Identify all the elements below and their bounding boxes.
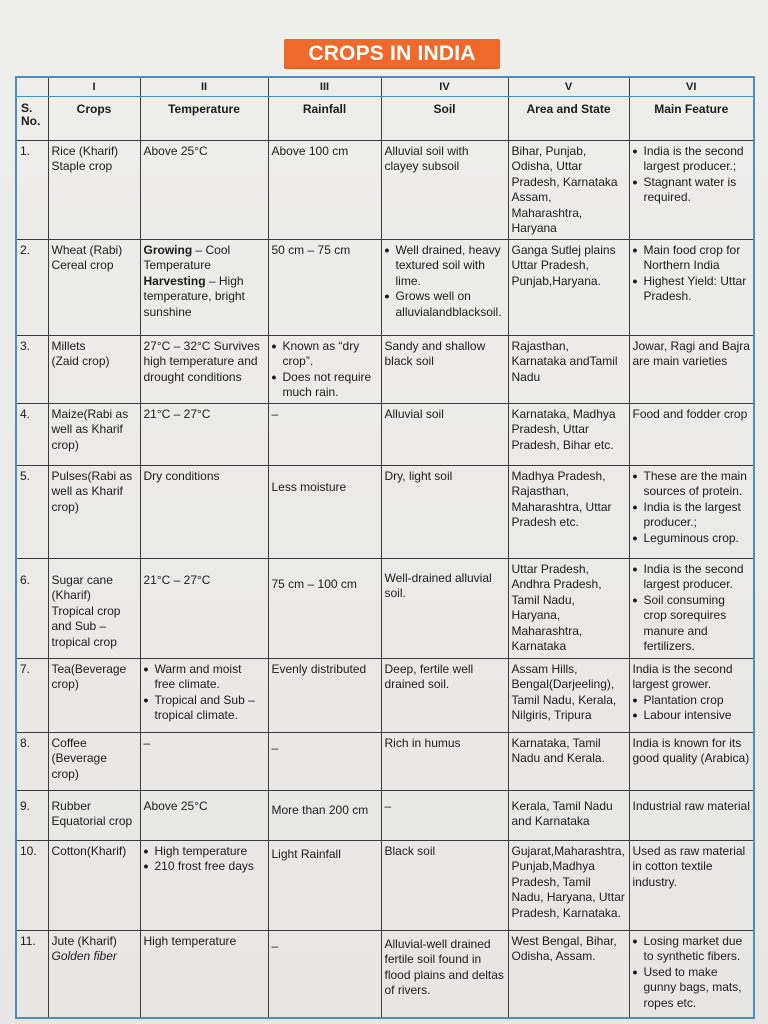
soil-cell: Rich in humus xyxy=(381,732,508,790)
crop-cell xyxy=(48,790,140,840)
header-feature: Main Feature xyxy=(629,96,754,140)
roman-numeral: VI xyxy=(629,77,754,96)
row-number: 2. xyxy=(16,239,48,335)
crop-name: Wheat (Rabi) xyxy=(51,242,123,257)
temperature-cell: 21°C – 27°C xyxy=(140,403,268,465)
rainfall-cell: Less moisture xyxy=(268,465,381,558)
soil-cell: Sandy and shallow black soil xyxy=(381,335,508,403)
roman-blank xyxy=(16,77,48,96)
table-row xyxy=(16,732,754,790)
feature-cell xyxy=(629,930,754,1018)
area-cell: Uttar Pradesh, Andhra Pradesh, Tamil Nadu, Haryana, Maharashtra, Karnataka xyxy=(508,558,629,658)
temperature-cell xyxy=(140,239,268,335)
table-row xyxy=(16,790,754,840)
temperature-cell xyxy=(140,840,268,930)
crop-cell xyxy=(48,558,140,658)
feature-bullet: • Highest Yield: Uttar Pradesh. xyxy=(633,274,751,305)
area-cell: Karnataka, Madhya Pradesh, Uttar Pradesh, Bihar etc. xyxy=(508,403,629,465)
feature-bullet: • Losing market due to synthetic fibers. xyxy=(633,934,751,965)
row-number: 4. xyxy=(16,403,48,465)
rainfall-cell xyxy=(268,335,381,403)
crop-name: Sugar cane (Kharif) xyxy=(51,572,113,602)
area-cell: Karnataka, Tamil Nadu and Kerala. xyxy=(508,732,629,790)
feature-bullet: • Plantation crop xyxy=(633,693,751,709)
header-rainfall: Rainfall xyxy=(268,96,381,140)
row-number: 8. xyxy=(16,732,48,790)
table-row xyxy=(16,140,754,239)
roman-header-row xyxy=(16,77,754,96)
temperature-cell: 27°C – 32°C Survives high temperature and drought conditions xyxy=(140,335,268,403)
feature-bullet: • These are the main sources of protein. xyxy=(633,469,751,500)
rainfall-cell: Evenly distributed xyxy=(268,658,381,732)
feature-cell xyxy=(629,658,754,732)
temperature-cell: Above 25°C xyxy=(140,790,268,840)
soil-cell: Alluvial soil with clayey subsoil xyxy=(381,140,508,239)
table-row xyxy=(16,930,754,1018)
soil-cell xyxy=(381,239,508,335)
roman-numeral: II xyxy=(140,77,268,96)
soil-cell: Deep, fertile well drained soil. xyxy=(381,658,508,732)
harvesting-text: – High temperature, bright sunshine xyxy=(143,273,245,319)
feature-bullet: • Leguminous crop. xyxy=(633,531,751,547)
feature-cell: Used as raw material in cotton textile industry. xyxy=(629,840,754,930)
feature-text: India is the second largest grower. xyxy=(632,661,733,691)
row-number: 11. xyxy=(16,930,48,1018)
crop-type: Golden fiber xyxy=(51,949,117,963)
rainfall-cell: – xyxy=(268,930,381,1018)
soil-cell: Well-drained alluvial soil. xyxy=(381,558,508,658)
roman-numeral: III xyxy=(268,77,381,96)
feature-cell xyxy=(629,558,754,658)
column-header-row xyxy=(16,96,754,140)
table-row xyxy=(16,239,754,335)
rainfall-cell: – xyxy=(268,403,381,465)
feature-cell: India is known for its good quality (Arabica) xyxy=(629,732,754,790)
table-row xyxy=(16,465,754,558)
row-number: 1. xyxy=(16,140,48,239)
area-cell: Ganga Sutlej plains Uttar Pradesh, Punjab,Haryana. xyxy=(508,239,629,335)
feature-bullet: • Labour intensive xyxy=(633,708,751,724)
area-cell: West Bengal, Bihar, Odisha, Assam. xyxy=(508,930,629,1018)
rainfall-cell: Above 100 cm xyxy=(268,140,381,239)
temperature-bullet: • High temperature xyxy=(144,844,265,860)
temperature-bullet: • Tropical and Sub – tropical climate. xyxy=(144,693,265,724)
roman-numeral: IV xyxy=(381,77,508,96)
area-cell: Kerala, Tamil Nadu and Karnataka xyxy=(508,790,629,840)
temperature-cell: High temperature xyxy=(140,930,268,1018)
rainfall-cell: More than 200 cm xyxy=(268,790,381,840)
crop-cell xyxy=(48,140,140,239)
temperature-bullet: • 210 frost free days xyxy=(144,859,265,875)
feature-bullet: • Main food crop for Northern India xyxy=(633,243,751,274)
header-soil: Soil xyxy=(381,96,508,140)
crop-cell xyxy=(48,930,140,1018)
feature-cell xyxy=(629,465,754,558)
table-row xyxy=(16,335,754,403)
feature-cell: Food and fodder crop xyxy=(629,403,754,465)
title-banner xyxy=(284,39,500,69)
crop-cell: Maize(Rabi as well as Kharif crop) xyxy=(48,403,140,465)
roman-numeral: V xyxy=(508,77,629,96)
soil-bullet: • Well drained, heavy textured soil with lime. xyxy=(385,243,505,290)
crop-name: Jute (Kharif) xyxy=(51,933,117,948)
row-number: 10. xyxy=(16,840,48,930)
rainfall-cell: Light Rainfall xyxy=(268,840,381,930)
feature-bullet: • India is the largest producer.; xyxy=(633,500,751,531)
feature-cell: Jowar, Ragi and Bajra are main varieties xyxy=(629,335,754,403)
crop-type: Equatorial crop xyxy=(51,814,133,828)
feature-cell xyxy=(629,140,754,239)
rainfall-cell: 75 cm – 100 cm xyxy=(268,558,381,658)
area-cell: Rajasthan, Karnataka andTamil Nadu xyxy=(508,335,629,403)
feature-bullet: • Stagnant water is required. xyxy=(633,175,751,206)
soil-cell: Alluvial soil xyxy=(381,403,508,465)
feature-bullet: • India is the second largest producer.; xyxy=(633,144,751,175)
rainfall-bullet: • Does not require much rain. xyxy=(272,370,378,401)
rainfall-cell: 50 cm – 75 cm xyxy=(268,239,381,335)
growing-text: – Cool Temperature xyxy=(143,242,231,272)
crop-name: Millets xyxy=(51,338,86,353)
rainfall-cell: – xyxy=(268,732,381,790)
header-crops: Crops xyxy=(48,96,140,140)
area-cell: Assam Hills, Bengal(Darjeeling), Tamil Nadu, Kerala, Nilgiris, Tripura xyxy=(508,658,629,732)
crop-type: (Zaid crop) xyxy=(51,354,110,368)
feature-bullet: • Used to make gunny bags, mats, ropes etc. xyxy=(633,965,751,1012)
row-number: 7. xyxy=(16,658,48,732)
temperature-cell: Dry conditions xyxy=(140,465,268,558)
soil-cell: Dry, light soil xyxy=(381,465,508,558)
temperature-cell: 21°C – 27°C xyxy=(140,558,268,658)
crop-name: Rice (Kharif) xyxy=(51,143,119,158)
feature-bullet: • Soil consuming crop sorequires manure and fertilizers. xyxy=(633,593,751,655)
soil-cell: Alluvial-well drained fertile soil found in flood plains and deltas of rivers. xyxy=(381,930,508,1018)
soil-cell: – xyxy=(381,790,508,840)
crop-type: Staple crop xyxy=(51,159,113,173)
table-row xyxy=(16,840,754,930)
roman-numeral: I xyxy=(48,77,140,96)
feature-cell xyxy=(629,239,754,335)
soil-cell: Black soil xyxy=(381,840,508,930)
temperature-bullet: • Warm and moist free climate. xyxy=(144,662,265,693)
crop-cell: Cotton(Kharif) xyxy=(48,840,140,930)
table-row xyxy=(16,558,754,658)
rainfall-bullet: • Known as “dry crop”. xyxy=(272,339,378,370)
crop-cell xyxy=(48,335,140,403)
feature-bullet: • India is the second largest producer. xyxy=(633,562,751,593)
row-number: 6. xyxy=(16,558,48,658)
crop-type: Cereal crop xyxy=(51,258,114,272)
temperature-cell: – xyxy=(140,732,268,790)
crop-cell: Tea(Beverage crop) xyxy=(48,658,140,732)
header-sno: S. No. xyxy=(16,96,48,140)
growing-label: Growing xyxy=(143,242,193,257)
crop-cell: Pulses(Rabi as well as Kharif crop) xyxy=(48,465,140,558)
feature-cell: Industrial raw material xyxy=(629,790,754,840)
row-number: 9. xyxy=(16,790,48,840)
crops-table xyxy=(15,76,755,1019)
crop-cell xyxy=(48,239,140,335)
header-temperature: Temperature xyxy=(140,96,268,140)
row-number: 5. xyxy=(16,465,48,558)
soil-bullet: • Grows well on alluvialandblacksoil. xyxy=(385,289,505,320)
header-area: Area and State xyxy=(508,96,629,140)
area-cell: Bihar, Punjab, Odisha, Uttar Pradesh, Karnataka Assam, Maharashtra, Haryana xyxy=(508,140,629,239)
page-title: CROPS IN INDIA xyxy=(308,42,476,65)
table-row xyxy=(16,658,754,732)
row-number: 3. xyxy=(16,335,48,403)
temperature-cell: Above 25°C xyxy=(140,140,268,239)
temperature-cell xyxy=(140,658,268,732)
area-cell: Madhya Pradesh, Rajasthan, Maharashtra, Uttar Pradesh etc. xyxy=(508,465,629,558)
harvesting-label: Harvesting xyxy=(143,273,206,288)
crop-type: Tropical crop and Sub – tropical crop xyxy=(51,603,121,649)
crop-name: Rubber xyxy=(51,798,91,813)
table-row xyxy=(16,403,754,465)
crop-cell: Coffee (Beverage crop) xyxy=(48,732,140,790)
area-cell: Gujarat,Maharashtra, Punjab,Madhya Pradesh, Tamil Nadu, Haryana, Uttar Pradesh, Karnataka. xyxy=(508,840,629,930)
